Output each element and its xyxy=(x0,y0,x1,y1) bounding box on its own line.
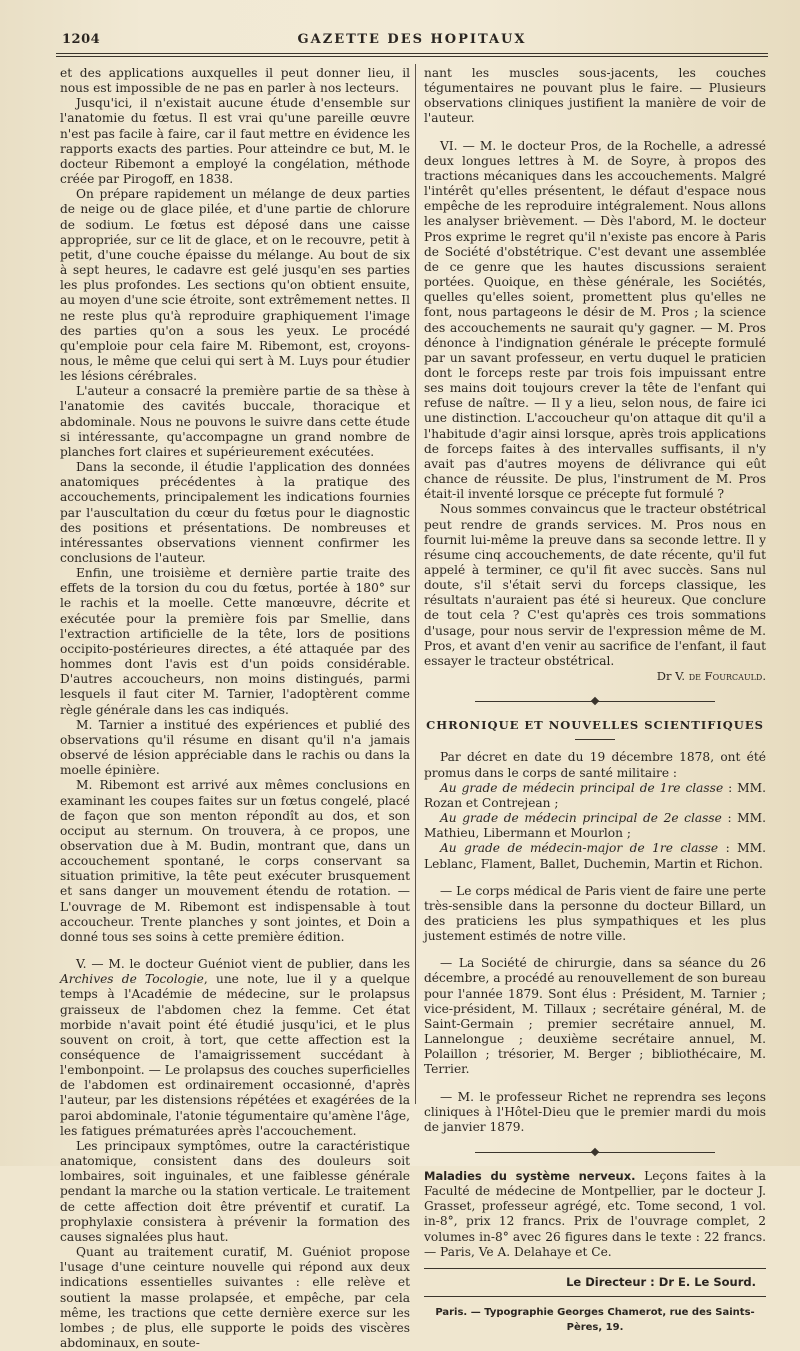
left-column xyxy=(60,66,410,1351)
promotion-item xyxy=(424,781,766,811)
section-vi-paragraph: VI. — M. le docteur Pros, de la Rochelle, a adressé deux longues lettres à M. de Soyre, à propos des tractions mécaniques dans les accouchements. Malgré l'intérêt qu'elles présentent, le défaut d'espace nous empêche de les reproduire intégralement. Nous allons les analyser brièvement. — Dès l'abord, M. le docteur Pros exprime le regret qu'il n'existe pas encore à Paris de Société d'obstétrique. C'est devant une assemblée de ce genre que les hautes discussions seraient portées. Quoique, en thèse générale, les Sociétés, quelles qu'elles soient, promettent plus qu'elles ne font, nous partageons le désir de M. Pros ; la science des accouchements ne saurait qu'y gagner. — M. Pros dénonce à l'indignation générale le précepte formulé par un savant professeur, en vertu duquel le praticien dont le forceps reste par trois fois impuissant entre ses mains doit toujours crever la tête de l'enfant qui refuse de naître. — Il y a lieu, selon nous, de faire ici une distinction. L'accoucheur qu'on attaque dit qu'il a l'habitude d'agir ainsi lorsque, après trois applications de forceps faites à des intervalles suffisants, il n'y avait pas d'autres moyens de délivrance qui eût chance de réussite. De plus, l'instrument de M. Pros était-il inventé lorsque ce précepte fut formulé ? xyxy=(424,138,766,502)
paragraph: Quant au traitement curatif, M. Guéniot propose l'usage d'une ceinture nouvelle qui répond aux deux indications essentielles suivantes : elle relève et soutient la masse prolapsée, et empêche, par cela même, les tractions que cette dernière exerce sur les lombes ; de plus, elle supporte le poids des viscères abdominaux, en soute- xyxy=(60,1245,410,1350)
news-item: — La Société de chirurgie, dans sa séance du 26 décembre, a procédé au renouvellement de son bureau pour l'année 1879. Sont élus : Président, M. Tarnier ; vice-président, M. Tillaux ; secrétaire général, M. de Saint-Germain ; premier secrétaire annuel, M. Lannelongue ; deuxième secrétaire annuel, M. Polaillon ; trésorier, M. Berger ; bibliothécaire, M. Terrier. xyxy=(424,956,766,1077)
paragraph: et des applications auxquelles il peut donner lieu, il nous est impossible de ne pas en parler à nos lecteurs. xyxy=(60,66,410,96)
promotion-names: : MM. Rozan et Contrejean ; xyxy=(424,780,766,810)
news-item: — Le corps médical de Paris vient de faire une perte très-sensible dans la personne du docteur Billard, un des praticiens les plus sympathiques et les plus justement estimés de notre ville. xyxy=(424,883,766,944)
promotion-grade: Au grade de médecin principal de 2e classe xyxy=(440,811,722,826)
paragraph: Enfin, une troisième et dernière partie traite des effets de la torsion du cou du fœtus, portée à 180° sur le rachis et la moelle. Cette manœuvre, décrite et exécutée pour la première fois par Smellie, dans l'extraction artificielle de la tête, lors de positions occipito-postérieures directes, a été attaquée par des hommes dont l'avis est d'un poids considérable. D'autres accoucheurs, non moins distingués, parmi lesquels il faut citer M. Tarnier, l'adoptèrent comme règle générale dans les cas indiqués. xyxy=(60,566,410,717)
news-item: — M. le professeur Richet ne reprendra ses leçons cliniques à l'Hôtel-Dieu que le premier mardi du mois de janvier 1879. xyxy=(424,1089,766,1134)
section-v-paragraph xyxy=(60,957,410,1139)
section-v-lead: V. — M. le docteur Guéniot vient de publier, dans les xyxy=(76,957,410,972)
paragraph: Dans la seconde, il étudie l'application des données anatomiques précédentes à la pratique des accouchements, principalement les indications fournies par l'auscultation du cœur du fœtus pour le diagnostic des positions et présentations. De nombreuses et intéressantes observations viennent confirmer les conclusions de l'auteur. xyxy=(60,460,410,565)
header-rule-thin xyxy=(56,56,768,57)
journal-title: Archives de Tocologie xyxy=(60,972,204,987)
signature-prefix: Dr V. xyxy=(656,669,689,684)
promotion-item xyxy=(424,841,766,871)
paragraph: Les principaux symptômes, outre la caractéristique anatomique, consistent dans des douleurs soit lombaires, soit inguinales, et une faiblesse générale pendant la marche ou la station verticale. Le traitement de cette affection doit être préventif et curatif. La prophylaxie consistera à prévenir la formation des causes signalées plus haut. xyxy=(60,1138,410,1244)
paragraph: M. Ribemont est arrivé aux mêmes conclusions en examinant les coupes faites sur un fœtus congelé, placé de façon que son menton répondît au dos, et son occiput au sternum. On trouvera, à ce propos, une observation due à M. Budin, montrant que, dans un accouchement spontané, le corps conservant sa situation primitive, la tête peut exécuter brusquement et sans danger un mouvement étendu de rotation. — L'ouvrage de M. Ribemont est indispensable à tout accoucheur. Trente planches y sont jointes, et Doin a donné tous ses soins à cette première édition. xyxy=(60,778,410,944)
book-details: Leçons faites à la Faculté de médecine de Montpellier, par le docteur J. Grasset, professeur agrégé, etc. Tome second, 1 vol. in-8°, prix 12 francs. Prix de l'ouvrage complet, 2 volumes in-8° avec 26 figures dans le texte : 22 francs. — Paris, Ve A. Delahaye et Ce. xyxy=(424,1169,766,1259)
promotion-names: : MM. Leblanc, Flament, Ballet, Duchemin, Martin et Richon. xyxy=(424,841,767,871)
book-title: Maladies du système nerveux. xyxy=(424,1169,636,1183)
signature-name: de Fourcauld. xyxy=(688,669,766,684)
book-notice xyxy=(424,1169,766,1260)
printer-imprint: Paris. — Typographie Georges Chamerot, rue des Saints-Pères, 19. xyxy=(435,1307,755,1334)
paragraph: On prépare rapidement un mélange de deux parties de neige ou de glace pilée, et d'une partie de chlorure de sodium. Le fœtus est déposé dans une caisse appropriée, sur ce lit de glace, et on le recouvre, petit à petit, d'une couche épaisse du mélange. Au bout de six à sept heures, le cadavre est gelé jusqu'en ses parties les plus profondes. Les sections qu'on obtient ensuite, au moyen d'une scie étroite, sont extrêmement nettes. Il ne reste plus qu'à reproduire graphiquement l'image des parties qu'on a sous les yeux. Le procédé qu'emploie pour cela faire M. Ribemont, est, croyons-nous, le même que celui qui sert à M. Luys pour étudier les lésions cérébrales. xyxy=(60,187,410,384)
header-rule xyxy=(56,53,768,54)
paragraph: nant les muscles sous-jacents, les couches tégumentaires ne pouvant plus le faire. — Plusieurs observations cliniques justifient la manière de voir de l'auteur. xyxy=(424,66,766,126)
paragraph: Par décret en date du 19 décembre 1878, ont été promus dans le corps de santé militaire : xyxy=(424,750,766,780)
ornament-divider xyxy=(424,1145,766,1159)
section-heading: CHRONIQUE ET NOUVELLES SCIENTIFIQUES xyxy=(426,718,764,733)
right-column xyxy=(424,66,766,1335)
author-signature xyxy=(424,669,766,684)
page-header xyxy=(56,28,768,50)
promotion-names: : MM. Mathieu, Libermann et Mourlon ; xyxy=(424,811,766,841)
page-number: 1204 xyxy=(62,32,101,47)
ornament-divider xyxy=(424,694,766,708)
promotion-item xyxy=(424,811,766,841)
promotion-grade: Au grade de médecin principal de 1re classe xyxy=(440,780,724,795)
paragraph: L'auteur a consacré la première partie de sa thèse à l'anatomie des cavités buccale, thoracique et abdominale. Nous ne pouvons le suivre dans cette étude si intéressante, qu'accompagne un grand nombre de planches fort claires et supérieurement exécutées. xyxy=(60,384,410,459)
column-divider xyxy=(415,64,416,1104)
masthead-title: GAZETTE DES HOPITAUX xyxy=(297,32,527,47)
paragraph: Nous sommes convaincus que le tracteur obstétrical peut rendre de grands services. M. Pros nous en fournit lui-même la preuve dans sa seconde lettre. Il y résume cinq accouchements, de date récente, qu'il fut appelé à terminer, ce qu'il fit avec succès. Sans nul doute, s'il s'était servi du forceps classique, les résultats n'auraient pas été si heureux. Que conclure de tout cela ? C'est qu'après ces trois sommations d'usage, pour nous servir de l'expression même de M. Pros, et avant d'en venir au sacrifice de l'enfant, il faut essayer le tracteur obstétrical. xyxy=(424,502,766,668)
section-v-text: , une note, lue il y a quelque temps à l'Académie de médecine, sur le prolapsus graisseux de l'abdomen chez la femme. Cet état morbide n'avait point été étudié jusqu'ici, et le plus souvent on croit, à tort, que cette affection est la conséquence de l'amaigrissement succédant à l'embonpoint. — Le prolapsus des couches superficielles de l'abdomen est ordinairement occasionné, d'après l'auteur, par les distensions répétées et exagérées de la paroi abdominale, l'atonie tégumentaire qu'amène l'âge, les fatigues prématurées après l'accouchement. xyxy=(60,972,410,1138)
promotion-grade: Au grade de médecin-major de 1re classe xyxy=(440,841,719,856)
director-line: Le Directeur : Dr E. Le Sourd. xyxy=(424,1268,766,1297)
paragraph: Jusqu'ici, il n'existait aucune étude d'ensemble sur l'anatomie du fœtus. Il est vrai qu'une pareille œuvre n'est pas facile à faire, car il faut mettre en évidence les rapports exacts des parties. Pour atteindre ce but, M. le docteur Ribemont a employé la congélation, méthode créée par Pirogoff, en 1838. xyxy=(60,96,410,187)
heading-rule xyxy=(575,739,615,740)
paragraph: M. Tarnier a institué des expériences et publié des observations qu'il résume en disant qu'il n'a jamais observé de lésion appréciable dans le rachis ou dans la moelle épinière. xyxy=(60,717,410,778)
